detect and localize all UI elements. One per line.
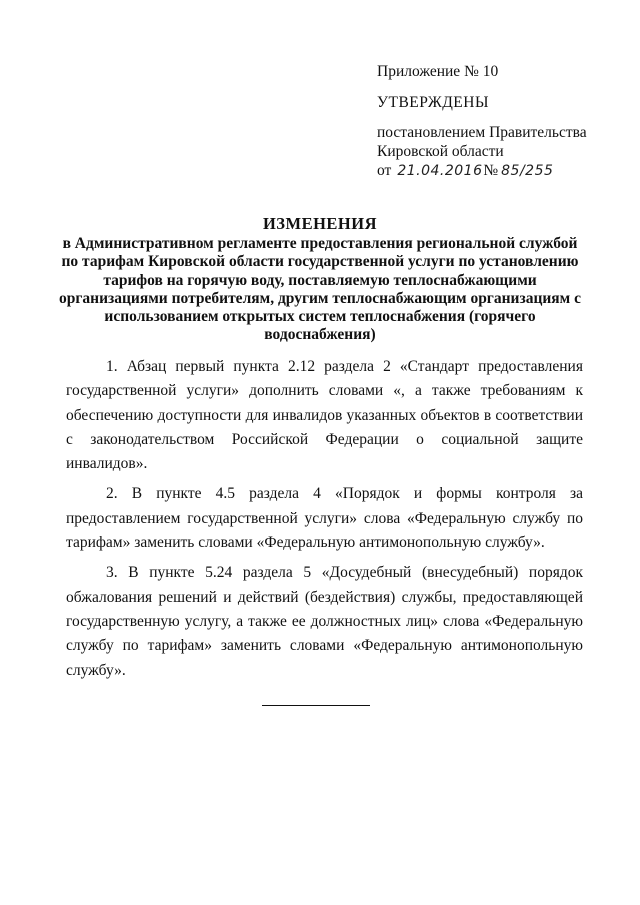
decree-line-1: постановлением Правительства — [377, 124, 587, 141]
date-prefix: от — [377, 162, 392, 179]
approved-label: УТВЕРЖДЕНЫ — [377, 94, 489, 111]
handwritten-date: 21.04.2016 — [397, 163, 483, 179]
end-separator-line — [262, 705, 370, 706]
approval-block — [377, 62, 627, 181]
decree-date-line — [377, 161, 627, 181]
decree-line-2: Кировской области — [377, 143, 504, 160]
paragraph-2: 2. В пункте 4.5 раздела 4 «Порядок и формы контроля за предоставлением государственной услуги» слова «Федеральную службу по тарифам» заменить словами «Федеральную антимонопольную службу». — [66, 485, 583, 552]
paragraph-3: 3. В пункте 5.24 раздела 5 «Досудебный (внесудебный) порядок обжалования решений и действий (бездействия) службы, предоставляющей государственную услугу, а также ее должностных лиц» слова «Федеральную службу по тарифам» заменить словами «Федеральную антимонопольную службу». — [66, 564, 583, 679]
document-title-block — [55, 215, 585, 344]
document-heading: ИЗМЕНЕНИЯ — [262, 214, 378, 233]
document-body — [66, 355, 583, 689]
annex-number: Приложение № 10 — [377, 63, 499, 80]
handwritten-number: 85/255 — [501, 163, 554, 179]
number-prefix: № — [483, 162, 499, 179]
document-subtitle: в Административном регламенте предоставления региональной службой по тарифам Кировской области государственной услуги по установлению тарифов на горячую воду, поставляемую теплоснабжающими организациями потребителям, другим теплоснабжающим организациям с использованием открытых систем теплоснабжения (горячего водоснабжения) — [59, 235, 581, 344]
paragraph-1: 1. Абзац первый пункта 2.12 раздела 2 «Стандарт предоставления государственной услуги» дополнить словами «, а также требованиям к обеспечению доступности для инвалидов указанных объектов в соответствии с законодательством Российской Федерации о социальной защите инвалидов». — [66, 358, 583, 473]
